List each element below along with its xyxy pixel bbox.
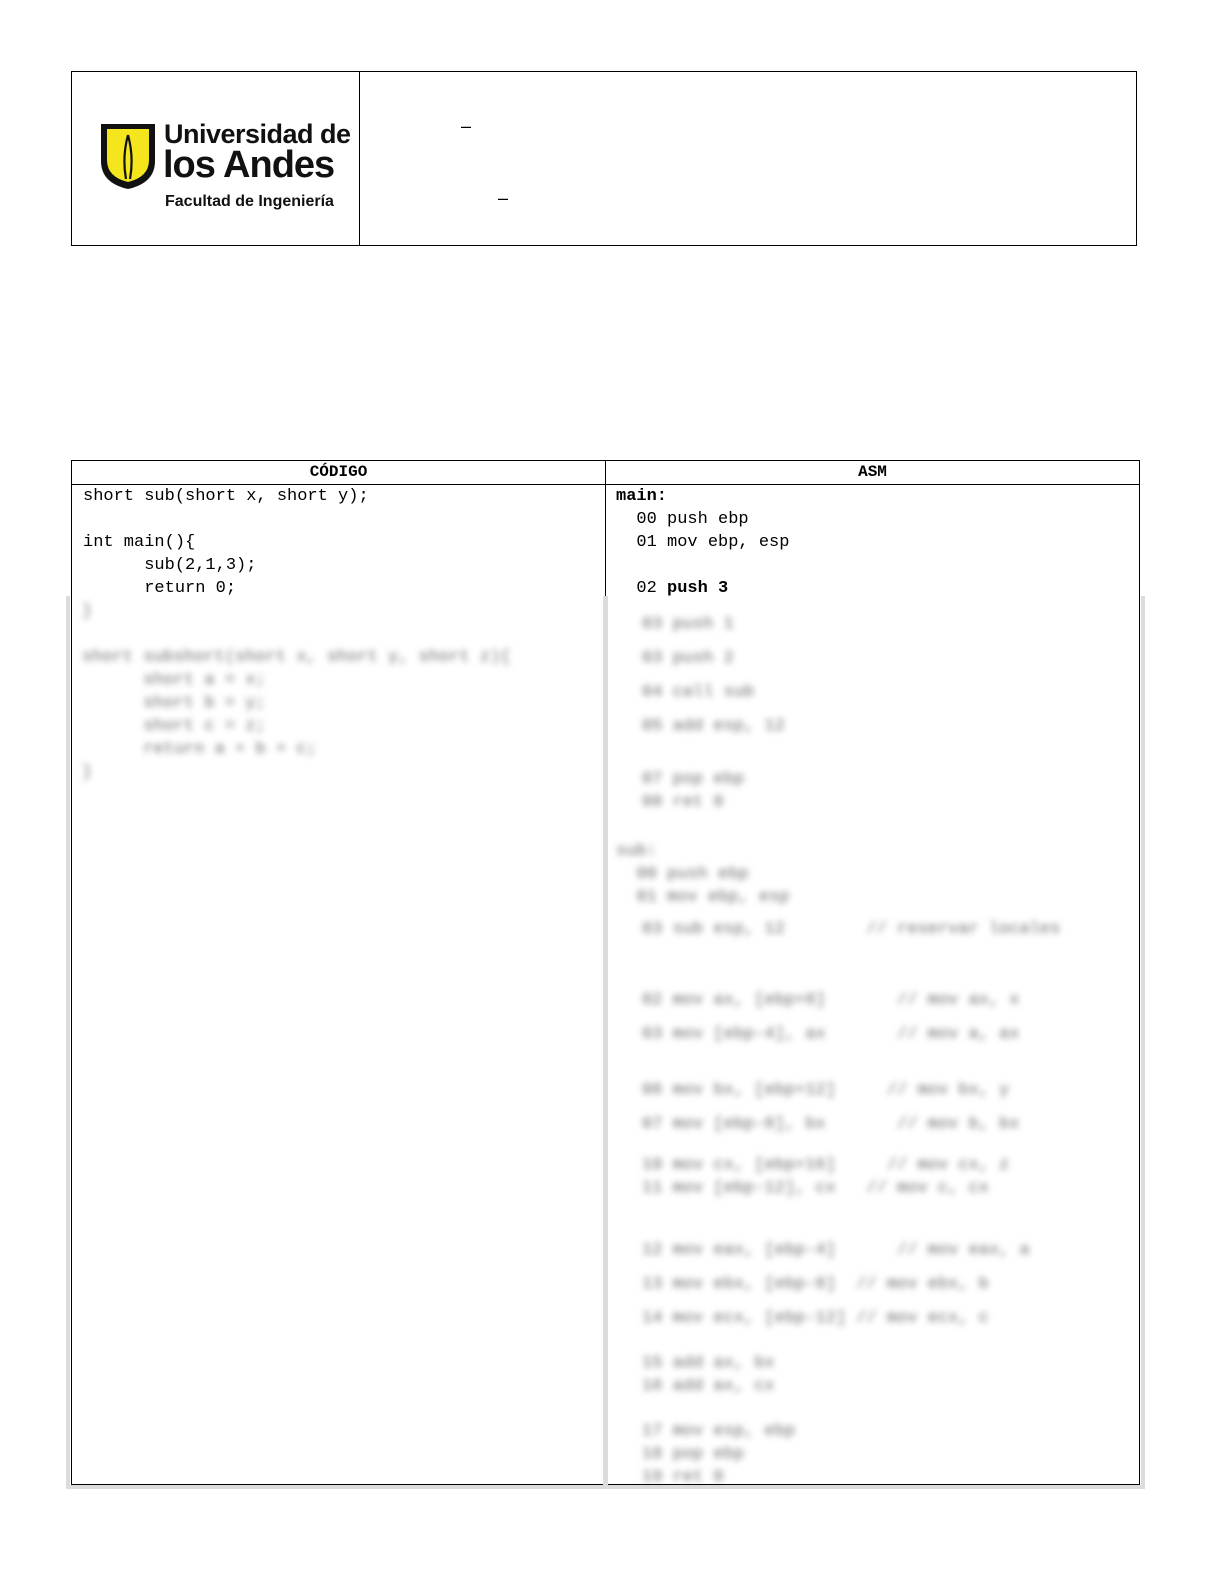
asm-line: 00 push ebp [616, 510, 749, 529]
codigo-line: short sub(short x, short y); [83, 487, 369, 506]
obscured-asm-sub: sub: 00 push ebp 01 mov ebp, esp [616, 842, 790, 907]
asm-line: 01 mov ebp, esp [616, 533, 790, 552]
obscured-asm-sub-body-6: 15 add ax, bx 16 add ax, cx [642, 1354, 775, 1396]
title-dash-1: – [461, 116, 472, 136]
column-divider [605, 461, 606, 598]
title-dash-2: – [498, 188, 509, 208]
codigo-line: sub(2,1,3); [83, 556, 257, 575]
codigo-line: int main(){ [83, 533, 196, 552]
logo-text-line3: Facultad de Ingeniería [165, 193, 334, 210]
obscured-asm-sub-body-3: 06 mov bx, [ebp+12] // mov bx, y 07 mov [ebp-8], bx // mov b, bx [642, 1081, 1020, 1134]
obscured-region-divider [603, 596, 608, 1489]
obscured-asm-sub-body-1: 03 sub esp, 12 // reservar locales [642, 920, 1061, 939]
obscured-asm-main: 03 push 1 03 push 2 04 call sub 05 add esp, 12 [642, 615, 785, 736]
university-shield-icon [98, 121, 158, 191]
asm-label-main: main: [616, 487, 668, 506]
obscured-asm-sub-body-4: 10 mov cx, [ebp+16] // mov cx, z 11 mov [ebp-12], cx // mov c, cx [642, 1156, 1010, 1198]
asm-line-bold: push 3 [667, 579, 729, 598]
obscured-asm-sub-body-7: 17 mov esp, ebp 18 pop ebp 19 ret 0 [642, 1422, 796, 1487]
obscured-asm-sub-body-2: 02 mov ax, [ebp+8] // mov ax, x 03 mov [ebp-4], ax // mov a, ax [642, 991, 1020, 1044]
title-cell [360, 72, 1136, 245]
obscured-asm-epilogue: 07 pop ebp 08 ret 0 [642, 770, 745, 812]
column-header-asm: ASM [858, 463, 887, 481]
obscured-codigo: } short subshort(short x, short y, short z){ short a = x; short b = y; short c = z; return a + b + c; } [82, 602, 511, 782]
logo-text-line2: los Andes [163, 144, 335, 186]
obscured-asm-sub-body-5: 12 mov eax, [ebp-4] // mov eax, a 13 mov ebx, [ebp-8] // mov ebx, b 14 mov ecx, [ebp-12] // mov ecx, c [642, 1241, 1030, 1328]
codigo-line: return 0; [83, 579, 237, 598]
logo-text-line1: Universidad de [164, 119, 351, 149]
header-box [71, 71, 1137, 246]
logo-cell [72, 72, 360, 245]
asm-source [616, 485, 789, 600]
column-header-codigo: CÓDIGO [72, 461, 606, 484]
asm-line: 02 [616, 579, 668, 598]
codigo-source [83, 485, 369, 600]
